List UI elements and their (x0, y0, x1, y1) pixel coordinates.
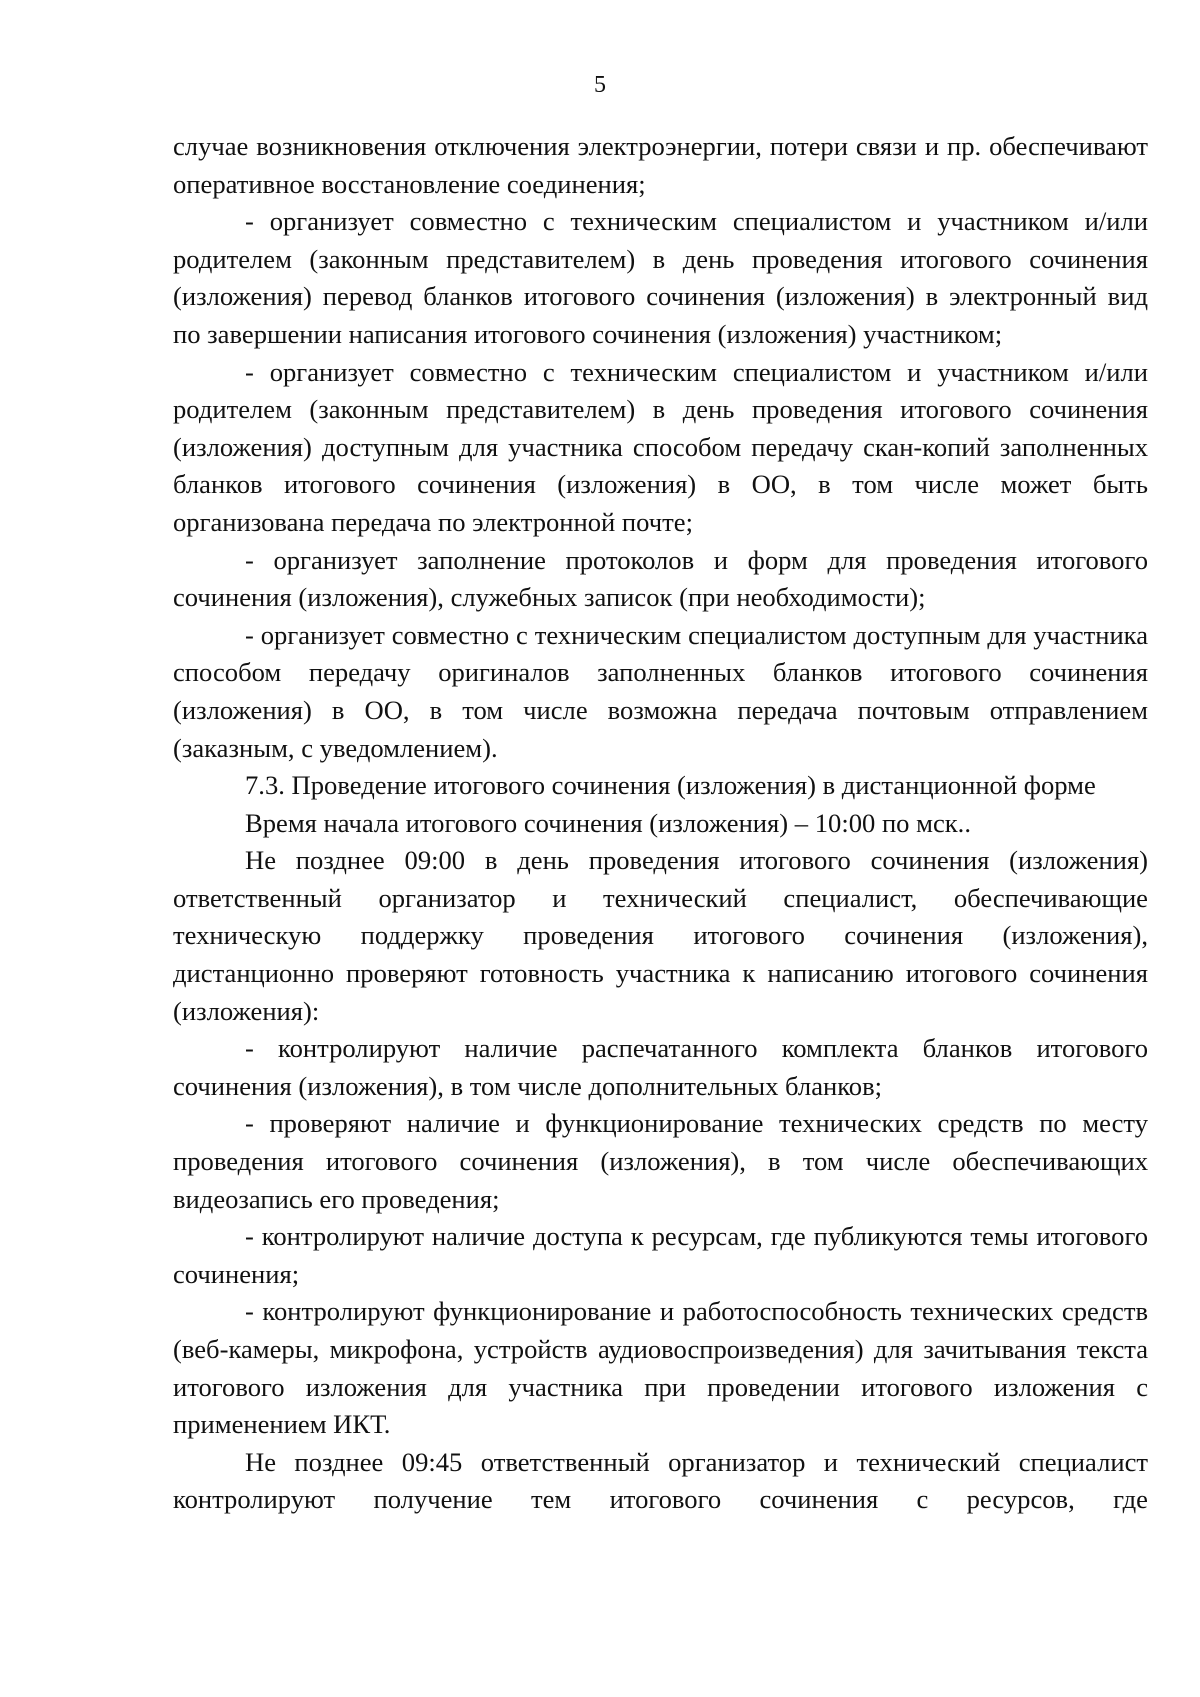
paragraph: - контролируют наличие доступа к ресурсам, где публикуются темы итогового сочинения; (173, 1221, 1148, 1289)
paragraph: - организует совместно с техническим специалистом и участником и/или родителем (законным представителем) в день проведения итогового сочинения (изложения) перевод бланков итогового сочинения (изложения) в электронный вид по завершении написания итогового сочинения (изложения) участником; (173, 206, 1148, 349)
paragraph: - организует совместно с техническим специалистом доступным для участника способом передачу оригиналов заполненных бланков итогового сочинения (изложения) в ОО, в том числе возможна передача почтовым отправлением (заказным, с уведомлением). (173, 619, 1148, 763)
paragraph: - организует совместно с техническим специалистом и участником и/или родителем (законным представителем) в день проведения итогового сочинения (изложения) доступным для участника способом передачу скан-копий заполненных бланков итогового сочинения (изложения) в ОО, в том числе может быть организована передача по электронной почте; (173, 356, 1148, 537)
paragraph: - организует заполнение протоколов и форм для проведения итогового сочинения (изложения), служебных записок (при необходимости); (173, 544, 1148, 613)
paragraph: - контролируют функционирование и работоспособность технических средств (веб-камеры, микрофона, устройств аудиовоспроизведения) для зачитывания текста итогового изложения для участника при проведении итогового изложения с применением ИКТ. (173, 1296, 1148, 1440)
paragraph: Время начала итогового сочинения (изложения) – 10:00 по мск.. (245, 807, 971, 838)
paragraph: случае возникновения отключения электроэнергии, потери связи и пр. обеспечивают оперативное восстановление соединения; (173, 131, 1148, 199)
paragraph: Не позднее 09:45 ответственный организатор и технический специалист контролируют получение тем итогового сочинения с ресурсов, где (173, 1446, 1148, 1515)
page-number: 5 (594, 72, 606, 98)
document-body (173, 128, 1148, 1519)
section-heading: 7.3. Проведение итогового сочинения (изложения) в дистанционной форме (245, 770, 1096, 801)
paragraph: - контролируют наличие распечатанного комплекта бланков итогового сочинения (изложения), в том числе дополнительных бланков; (173, 1033, 1148, 1101)
paragraph: - проверяют наличие и функционирование технических средств по месту проведения итогового сочинения (изложения), в том числе обеспечивающих видеозапись его проведения; (173, 1108, 1148, 1214)
paragraph: Не позднее 09:00 в день проведения итогового сочинения (изложения) ответственный организатор и технический специалист, обеспечивающие техническую поддержку проведения итогового сочинения (изложения), дистанционно проверяют готовность участника к написанию итогового сочинения (изложения): (173, 845, 1148, 1026)
